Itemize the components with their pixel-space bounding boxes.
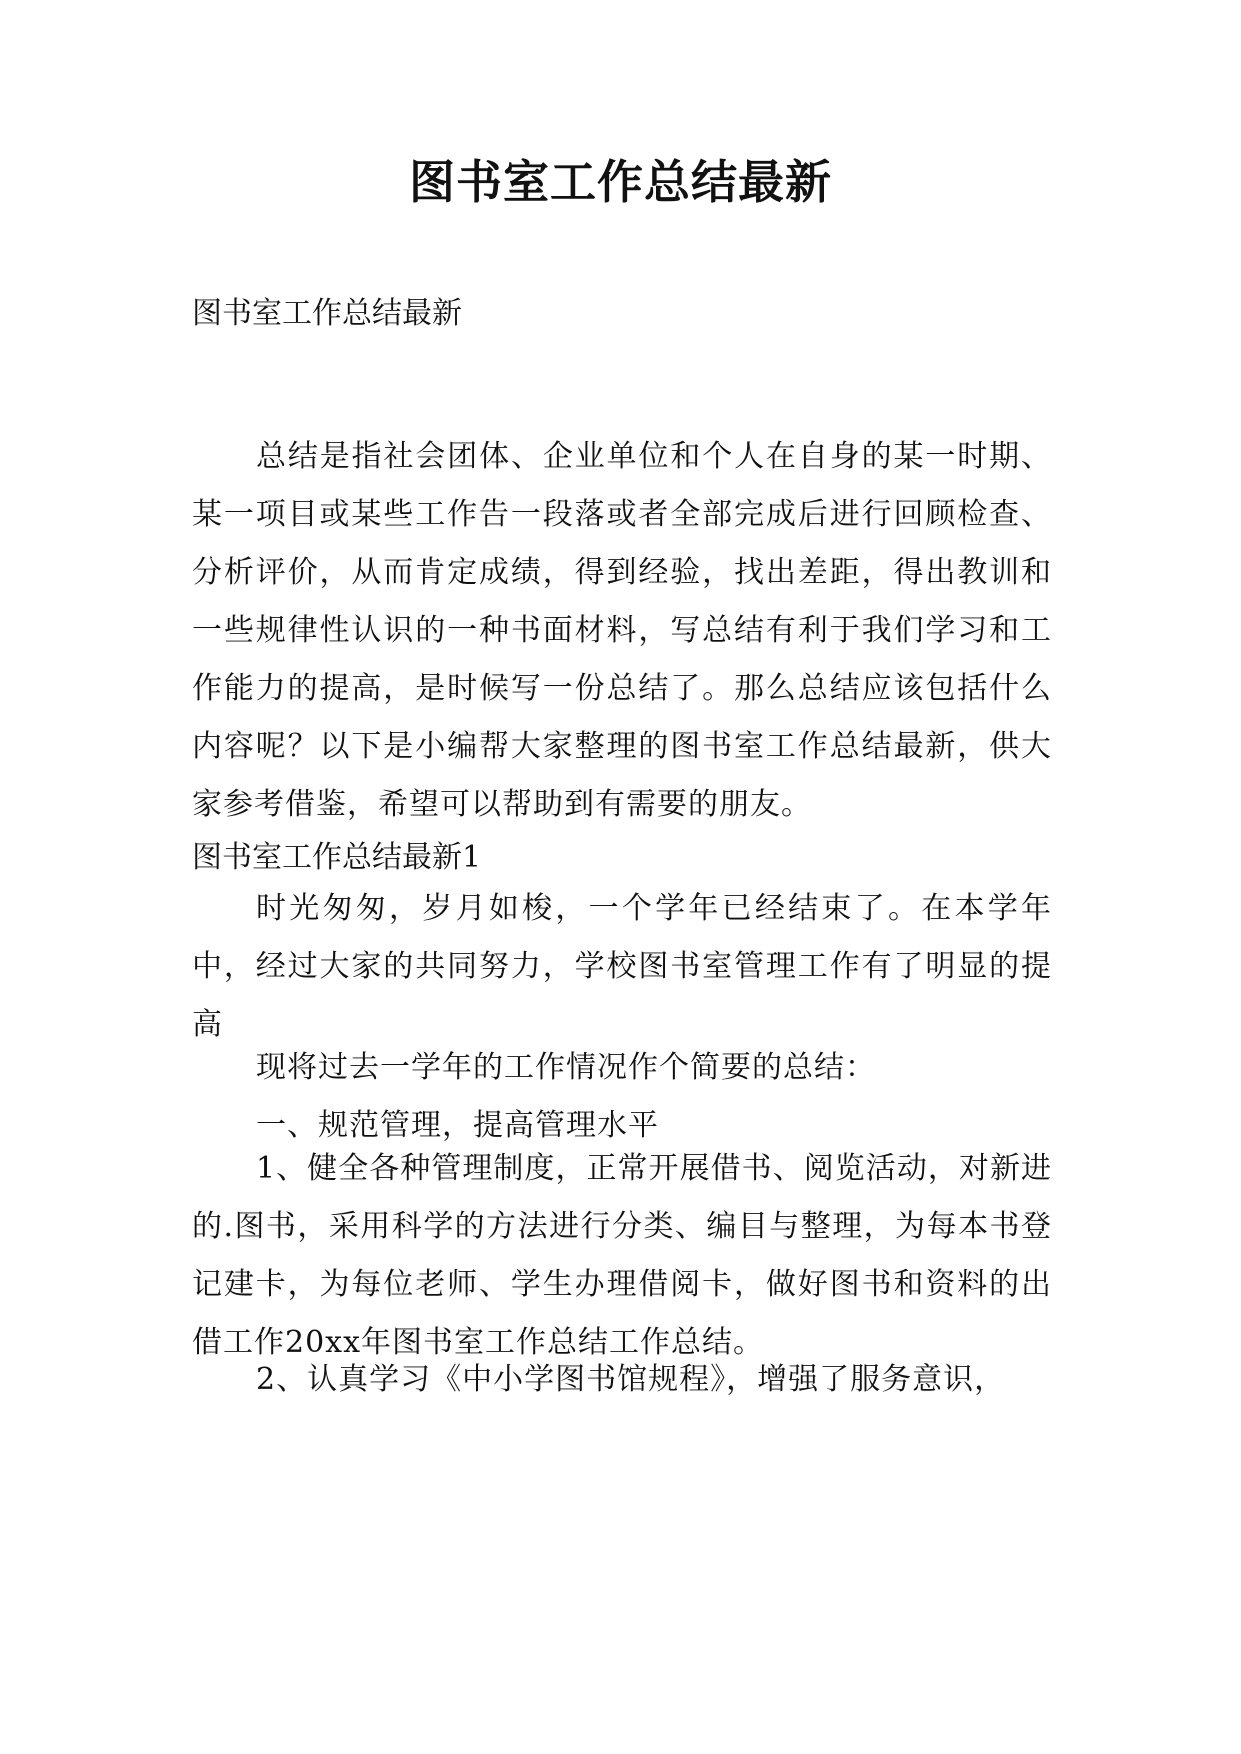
list-item: 1、健全各种管理制度，正常开展借书、阅览活动，对新进的.图书，采用科学的方法进行分类、编目与整理，为每本书登记建卡，为每位老师、学生办理借阅卡，做好图书和资料的出借工作20xx年图书室工作总结工作总结。 xyxy=(192,1151,1052,1360)
document-subtitle: 图书室工作总结最新 xyxy=(192,296,462,331)
section-paragraph: 现将过去一学年的工作情况作个简要的总结： xyxy=(256,1050,876,1085)
intro-paragraph: 总结是指社会团体、企业单位和个人在自身的某一时期、某一项目或某些工作告一段落或者全部完成后进行回顾检查、分析评价，从而肯定成绩，得到经验，找出差距，得出教训和一些规律性认识的一种书面材料，写总结有利于我们学习和工作能力的提高，是时候写一份总结了。那么总结应该包括什么内容呢？以下是小编帮大家整理的图书室工作总结最新，供大家参考借鉴，希望可以帮助到有需要的朋友。 xyxy=(192,439,1052,822)
subsection-heading: 一、规范管理，提高管理水平 xyxy=(256,1108,659,1143)
section-heading: 图书室工作总结最新1 xyxy=(192,840,482,875)
list-item: 2、认真学习《中小学图书馆规程》，增强了服务意识， xyxy=(256,1362,1006,1397)
document-title: 图书室工作总结最新 xyxy=(409,155,832,209)
section-paragraph: 时光匆匆，岁月如梭，一个学年已经结束了。在本学年中，经过大家的共同努力，学校图书室管理工作有了明显的提高 xyxy=(192,891,1052,1042)
